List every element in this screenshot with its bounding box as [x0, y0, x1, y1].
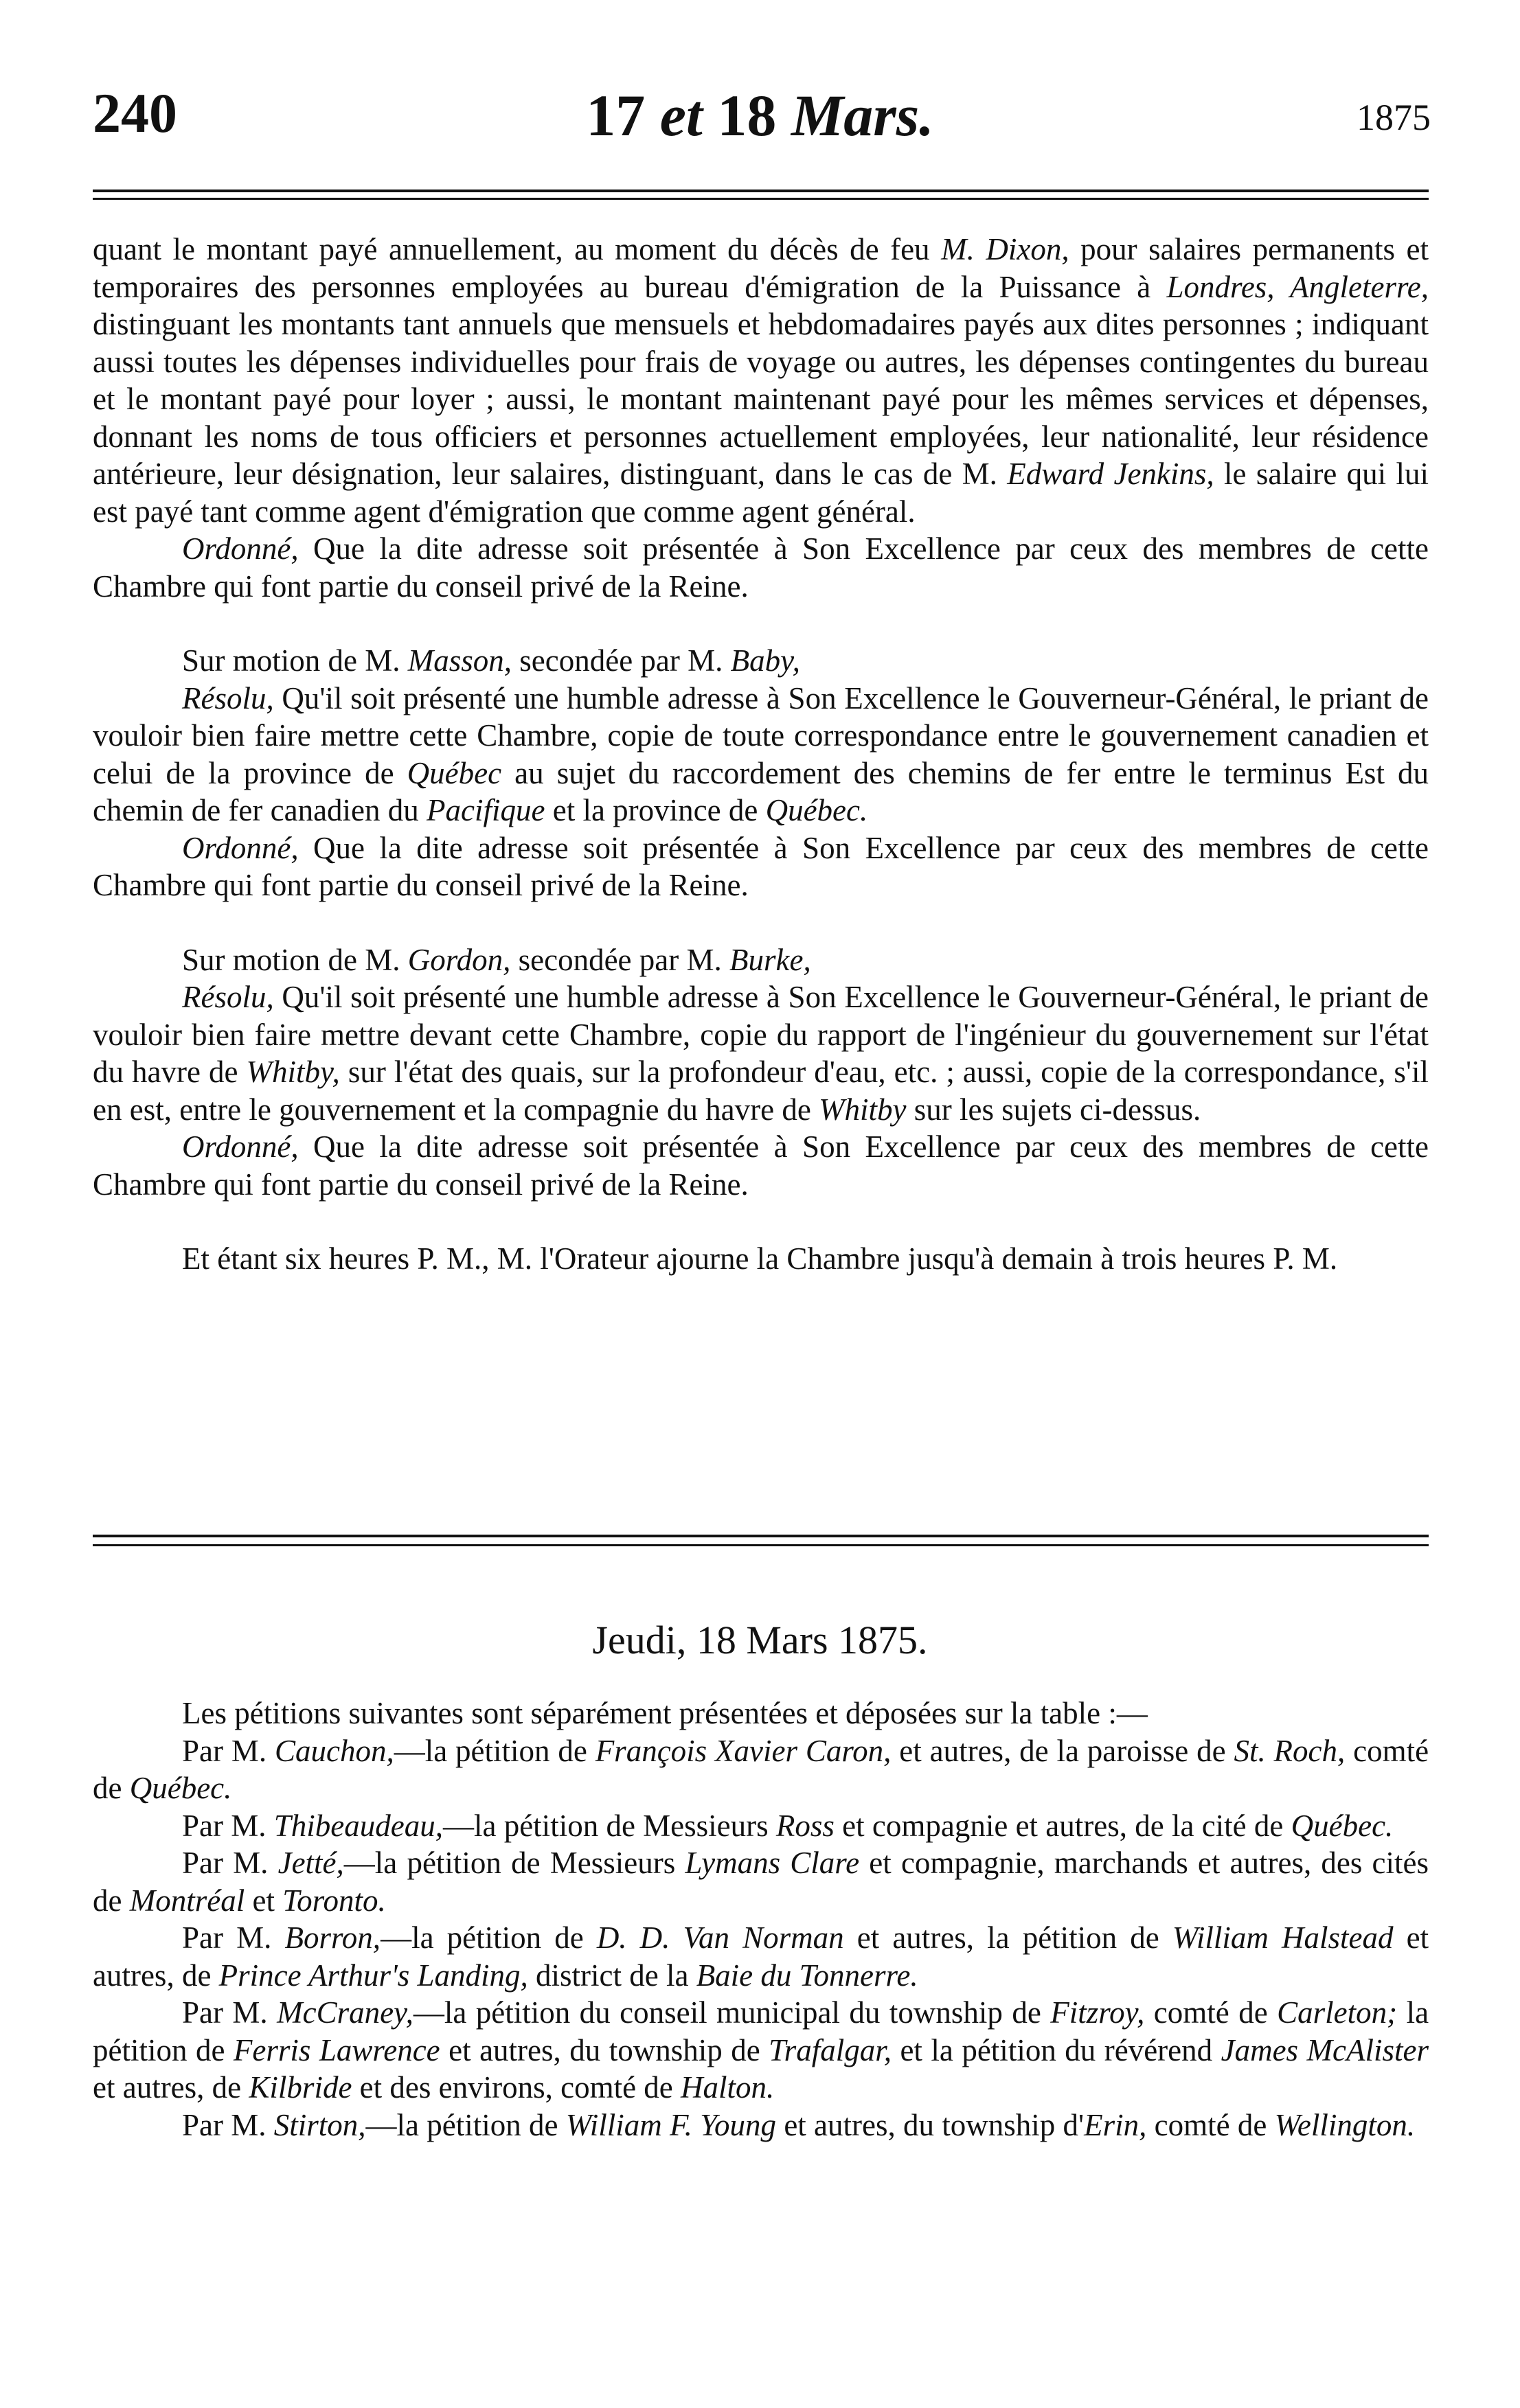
continued-motion-text: quant le montant payé annuellement, au moment du décès de feu M. Dixon, pour salaires permanents et temporaires des personnes employées au bureau d'émigration de la Puissance à Londres, Angleterre, distinguant les montants tant annuels que mensuels et hebdomadaires payés aux dites personnes ; indiquant aussi toutes les dépenses individuelles pour frais de voyage ou autres, les dépenses contingentes du bureau et le montant payé pour loyer ; aussi, le montant maintenant payé pour les mêmes services et dépenses, donnant les noms de tous officiers et personnes actuellement employées, leur nationalité, leur résidence antérieure, leur désignation, leur salaires, distinguant, dans le cas de M. Edward Jenkins, le salaire qui lui est payé tant comme agent d'émigration que comme agent général. [93, 232, 1429, 529]
page-number: 240 [93, 82, 177, 144]
petitions-18-mars [93, 1695, 1429, 2144]
header-year: 1875 [1357, 97, 1431, 138]
proceedings-17-mars [93, 231, 1429, 1278]
petitions-intro: Les pétitions suivantes sont séparément présentées et déposées sur la table :— [182, 1696, 1148, 1730]
adjournment: Et étant six heures P. M., M. l'Orateur ajourne la Chambre jusqu'à demain à trois heures P. M. [182, 1241, 1338, 1276]
motion-gordon-heading: Sur motion de M. Gordon, secondée par M. Burke, [182, 942, 811, 977]
header-date: 17 et 18 Mars. [586, 82, 934, 148]
petition-jette: Par M. Jetté,—la pétition de Messieurs Lymans Clare et compagnie, marchands et autres, des cités de Montréal et Toronto. [93, 1846, 1429, 1918]
motion-masson-order: Ordonné, Que la dite adresse soit présentée à Son Excellence par ceux des membres de cette Chambre qui font partie du conseil privé de la Reine. [93, 830, 1429, 902]
header-rule-bottom [93, 198, 1429, 200]
day-heading: Jeudi, 18 Mars 1875. [592, 1618, 928, 1662]
continued-order: Ordonné, Que la dite adresse soit présentée à Son Excellence par ceux des membres de cette Chambre qui font partie du conseil privé de la Reine. [93, 531, 1429, 604]
motion-gordon-order: Ordonné, Que la dite adresse soit présentée à Son Excellence par ceux des membres de cette Chambre qui font partie du conseil privé de la Reine. [93, 1130, 1429, 1202]
motion-masson-heading: Sur motion de M. Masson, secondée par M. Baby, [182, 643, 800, 678]
section-rule-top [93, 1535, 1429, 1537]
section-rule-bottom [93, 1544, 1429, 1546]
petition-stirton: Par M. Stirton,—la pétition de William F. Young et autres, du township d'Erin, comté de Wellington. [182, 2107, 1416, 2142]
header-rule-top [93, 190, 1429, 192]
motion-masson-resolution: Résolu, Qu'il soit présenté une humble adresse à Son Excellence le Gouverneur-Général, le priant de vouloir bien faire mettre cette Chambre, copie de toute correspondance entre le gouvernement canadien et celui de la province de Québec au sujet du raccordement des chemins de fer entre le terminus Est du chemin de fer canadien du Pacifique et la province de Québec. [93, 680, 1429, 827]
motion-gordon-resolution: Résolu, Qu'il soit présenté une humble adresse à Son Excellence le Gouverneur-Général, le priant de vouloir bien faire mettre devant cette Chambre, copie du rapport de l'ingénieur du gouvernement sur l'état du havre de Whitby, sur l'état des quais, sur la profondeur d'eau, etc. ; aussi, copie de la correspondance, s'il en est, entre le gouvernement et la compagnie du havre de Whitby sur les sujets ci-dessus. [93, 980, 1429, 1127]
running-header [0, 81, 1520, 157]
petition-mccraney: Par M. McCraney,—la pétition du conseil municipal du township de Fitzroy, comté de Carleton; la pétition de Ferris Lawrence et autres, du township de Trafalgar, et la pétition du révérend James McAlister et autres, de Kilbride et des environs, comté de Halton. [93, 1995, 1429, 2105]
petition-thibeaudeau: Par M. Thibeaudeau,—la pétition de Messieurs Ross et compagnie et autres, de la cité de Québec. [182, 1808, 1394, 1843]
petition-cauchon: Par M. Cauchon,—la pétition de François Xavier Caron, et autres, de la paroisse de St. Roch, comté de Québec. [93, 1733, 1429, 1805]
petition-borron: Par M. Borron,—la pétition de D. D. Van Norman et autres, la pétition de William Halstead et autres, de Prince Arthur's Landing, district de la Baie du Tonnerre. [93, 1920, 1429, 1993]
